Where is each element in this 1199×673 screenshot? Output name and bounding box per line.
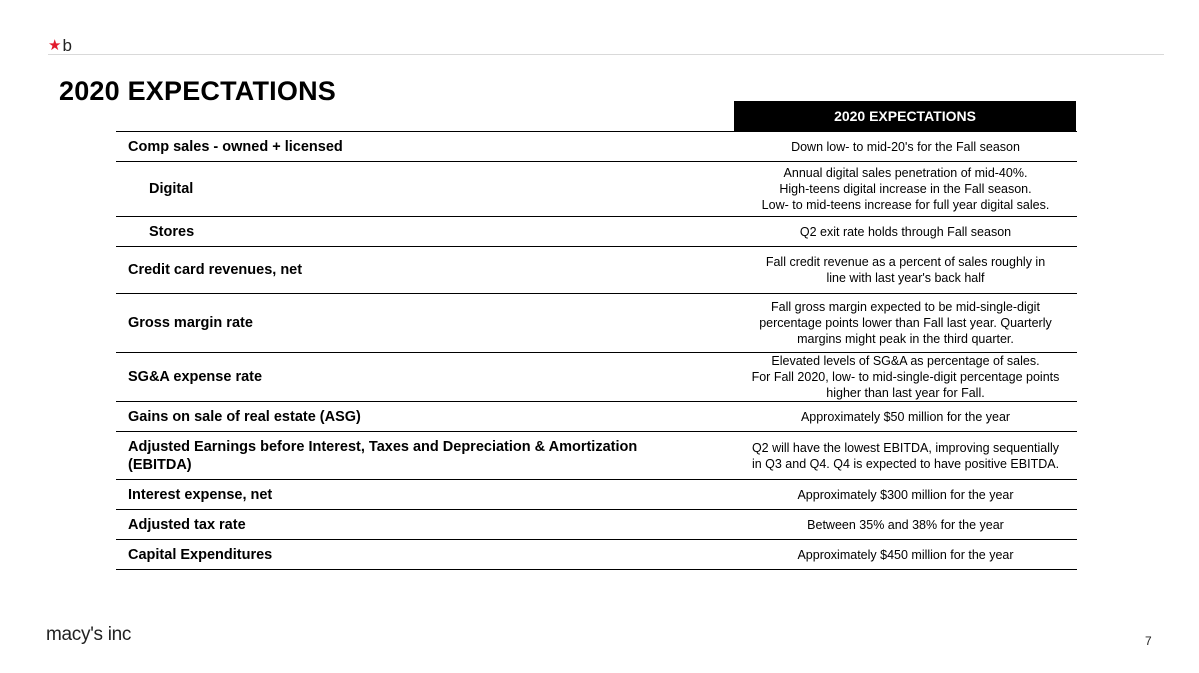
row-value: Annual digital sales penetration of mid-40%. High-teens digital increase in the Fall season. Low- to mid-teens increase for full year digital sales.: [761, 166, 1050, 212]
footer-logo: macy's inc: [46, 624, 132, 645]
row-label: Stores: [149, 223, 195, 240]
row-value: Q2 exit rate holds through Fall season: [799, 224, 1012, 239]
table-row: [116, 132, 1077, 162]
row-value: Approximately $50 million for the year: [800, 409, 1011, 424]
row-value: Elevated levels of SG&A as percentage of sales. For Fall 2020, low- to mid-single-digit percentage points higher than last year for Fall.: [751, 354, 1060, 400]
brand-logo: [48, 36, 72, 54]
header-divider: [48, 54, 1164, 55]
row-value: Between 35% and 38% for the year: [807, 517, 1004, 532]
row-label: Comp sales - owned + licensed: [128, 138, 343, 155]
table-row: [116, 247, 1077, 294]
row-value: Fall gross margin expected to be mid-single-digit percentage points lower than Fall last year. Quarterly margins might peak in the third quarter.: [759, 300, 1052, 346]
table-row: [116, 480, 1077, 510]
row-value: Fall credit revenue as a percent of sales roughly in line with last year's back half: [765, 255, 1046, 285]
row-label: Capital Expenditures: [128, 546, 273, 563]
table-column-header: 2020 EXPECTATIONS: [734, 101, 1076, 131]
table-row: [116, 432, 1077, 480]
row-label: Credit card revenues, net: [128, 262, 303, 278]
row-label: Digital: [149, 181, 194, 197]
table-row: [116, 162, 1077, 217]
row-value: Approximately $450 million for the year: [797, 547, 1014, 562]
page-title: 2020 EXPECTATIONS: [59, 76, 336, 106]
brand-mark-letter: b: [62, 35, 72, 55]
table-row: [116, 294, 1077, 353]
row-value: Down low- to mid-20's for the Fall season: [791, 139, 1020, 154]
row-label: SG&A expense rate: [128, 369, 263, 385]
star-icon: ★: [48, 36, 62, 54]
row-value: Approximately $300 million for the year: [797, 487, 1014, 502]
table-row: [116, 217, 1077, 247]
table-row: [116, 402, 1077, 432]
row-label: Gross margin rate: [128, 315, 253, 331]
table-row: [116, 510, 1077, 540]
row-value: Q2 will have the lowest EBITDA, improving sequentially in Q3 and Q4. Q4 is expected to have positive EBITDA.: [751, 440, 1060, 471]
expectations-table: [116, 131, 1077, 570]
row-label: Gains on sale of real estate (ASG): [128, 408, 361, 425]
table-row: [116, 540, 1077, 570]
row-label: Adjusted tax rate: [128, 516, 246, 533]
page-number: 7: [1145, 634, 1152, 648]
row-label: Adjusted Earnings before Interest, Taxes and Depreciation & Amortization (EBITDA): [128, 438, 638, 473]
row-label: Interest expense, net: [128, 486, 273, 503]
table-row: [116, 353, 1077, 402]
